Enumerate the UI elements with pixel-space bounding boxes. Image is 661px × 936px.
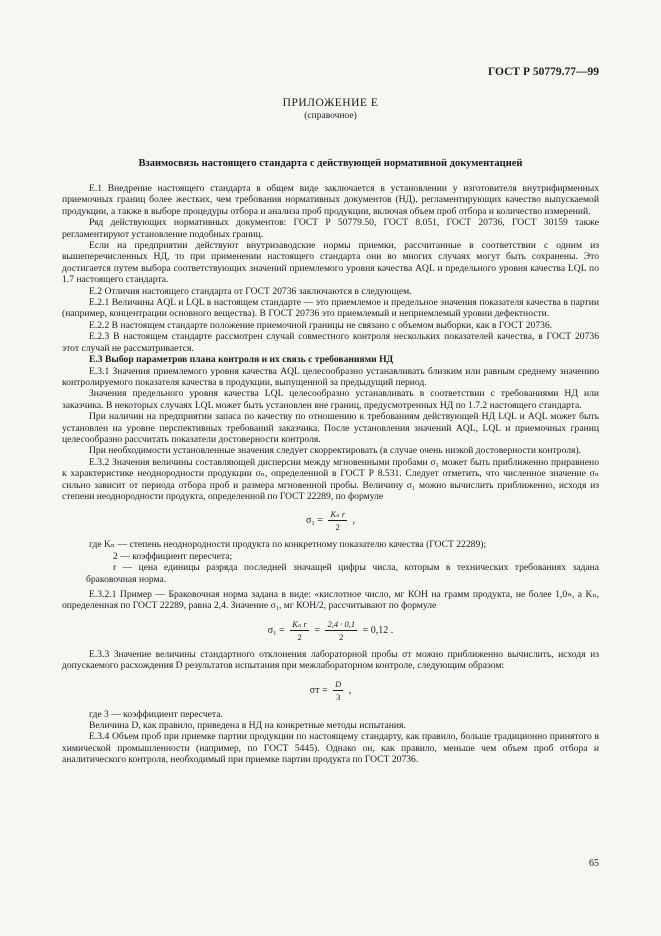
definition: r — цена единицы разряда последней значащей цифры числа, которым в технических требованиях задана браковочная норма. — [86, 562, 599, 585]
paragraph: Величина D, как правило, приведена в НД на конкретные методы испытания. — [89, 720, 406, 732]
paragraph: Значения предельного уровня качества LQL целесообразно устанавливать в соответствии с требованиями НД или заказчика. В некоторых случаях LQL может быть установлен вне границ, предусмотренных НД по 1.7.2 настоящего стандарта. — [62, 388, 599, 411]
paragraph-e1: Е.1 Внедрение настоящего стандарта в общем виде заключается в установлении у изготовителя внутрифирменных приемочных границ более жестких, чем требования нормативных документов (НД), регламентирующих качество выпускаемой продукции, а также в выборе процедуры отбора и анализа проб продукции, включая объем проб отбора и количество измерений. — [62, 183, 599, 217]
paragraph-e23: Е.2.3 В настоящем стандарте рассмотрен случай совместного контроля нескольких показателей качества, в ГОСТ 20736 этот случай не рассматривается. — [62, 331, 599, 354]
paragraph-e21: Е.2.1 Величины AQL и LQL в настоящем стандарте — это приемлемое и предельное значения показателя качества в партии (например, концентрации основного вещества). В ГОСТ 20736 это приемлемый и неприемлемый уровни дефектности. — [62, 297, 599, 320]
formula-sigma1: σ₁ = $\frac{\text{Kₙ r}}{2}$ , — [305, 509, 356, 533]
paragraph: Ряд действующих нормативных документов: ГОСТ Р 50779.50, ГОСТ 8.051, ГОСТ 20736, ГОСТ 30159 также регламентируют установление подобных границ. — [62, 217, 599, 240]
paragraph-e31: Е.3.1 Значения приемлемого уровня качества AQL целесообразно устанавливать близким или равным среднему значению контролируемого показателя качества в продукции, выпущенной за предыдущий период. — [62, 365, 599, 388]
subsection-heading-e3: Е.3 Выбор параметров плана контроля и их связь с требованиями НД — [89, 354, 394, 366]
appendix-subtitle: (справочное) — [304, 111, 357, 121]
appendix-title: ПРИЛОЖЕНИЕ Е — [282, 97, 379, 109]
paragraph-e34: Е.3.4 Объем проб при приемке партии продукции по настоящему стандарту, как правило, больше традиционно принятого в химической промышленности (например, по ГОСТ 5445). Однако он, как правило, меньше чем объем проб отбора и аналитического контроля, необходимый при приемке партии продукта по ГОСТ 20736. — [62, 731, 599, 766]
document-header: ГОСТ Р 50779.77—99 — [488, 66, 599, 78]
paragraph-e22: Е.2.2 В настоящем стандарте положение приемочной границы не связано с объемом выборки, как в ГОСТ 20736. — [89, 319, 553, 331]
definition: где Kₙ — степень неоднородности продукта по конкретному показателю качества (ГОСТ 22289); — [89, 539, 487, 551]
example-paragraph: Е.3.2.1 Пример — Браковочная норма задана в виде: «кислотное число, мг КОН на грамм продукта, не более 1,0», а Kₙ, определенная по ГОСТ 22289, равна 2,4. Значение σ₁, мг КОН/2, рассчитывают по формуле — [62, 589, 599, 612]
formula-example: σ₁ = $\frac{\text{Kₙ r}}{2}$ = $\frac{2,4 \cdot 0,1}{2}$ = 0,12 . — [267, 618, 394, 642]
paragraph: При необходимости установленные значения следует скорректировать (в случае очень низкой достоверности контроля). — [89, 445, 582, 457]
definition: 2 — коэффициент пересчета; — [113, 550, 233, 562]
body-text — [62, 183, 599, 766]
paragraph-e2: Е.2 Отличия настоящего стандарта от ГОСТ 20736 заключаются в следующем. — [89, 285, 412, 297]
paragraph-e32: Е.3.2 Значения величины составляющей дисперсии между мгновенными пробами σ₁ может быть приближенно приравнено к характеристике неоднородности продукции σₙ, определенной в ГОСТ Р 8.531. Следует отметить, что численное значение σₙ сильно зависит от периода отбора проб и размера мгновенной пробы. Величину σ₁ можно вычислить приближенно, исходя из степени неоднородности продукта, определенной по ГОСТ 22289, по формуле — [62, 456, 599, 502]
paragraph: При наличии на предприятии запаса по качеству по отношению к требованиям действующей НД LQL и AQL может быть установлен на уровне перспективных требований заказчика. После установления значений AQL, LQL и приемочных границ целесообразно рассчитать показатели достоверности контроля. — [62, 411, 599, 445]
definition: где 3 — коэффициент пересчета. — [89, 708, 223, 720]
page-number: 65 — [589, 858, 599, 869]
paragraph-e33: Е.3.3 Значение величины стандартного отклонения лабораторной пробы σт можно приближенно вычислить, исходя из допускаемого расхождения D результатов испытания при межлабораторном контроле, следующим образом: — [62, 648, 599, 672]
section-heading: Взаимосвязь настоящего стандарта с действующей нормативной документацией — [138, 158, 523, 169]
formula-sigmaT: σт = $\frac{D}{3}$ , — [309, 678, 352, 702]
paragraph: Если на предприятии действуют внутризаводские нормы приемки, рассчитанные в соответствии с одним из вышеперечисленных НД, то при применении настоящего стандарта они во многих случаях могут быть сохранены. Это достигается путем выбора соответствующих значений приемлемого уровня качества AQL и предельного уровня качества LQL по 1.7 настоящего стандарта. — [62, 240, 599, 286]
